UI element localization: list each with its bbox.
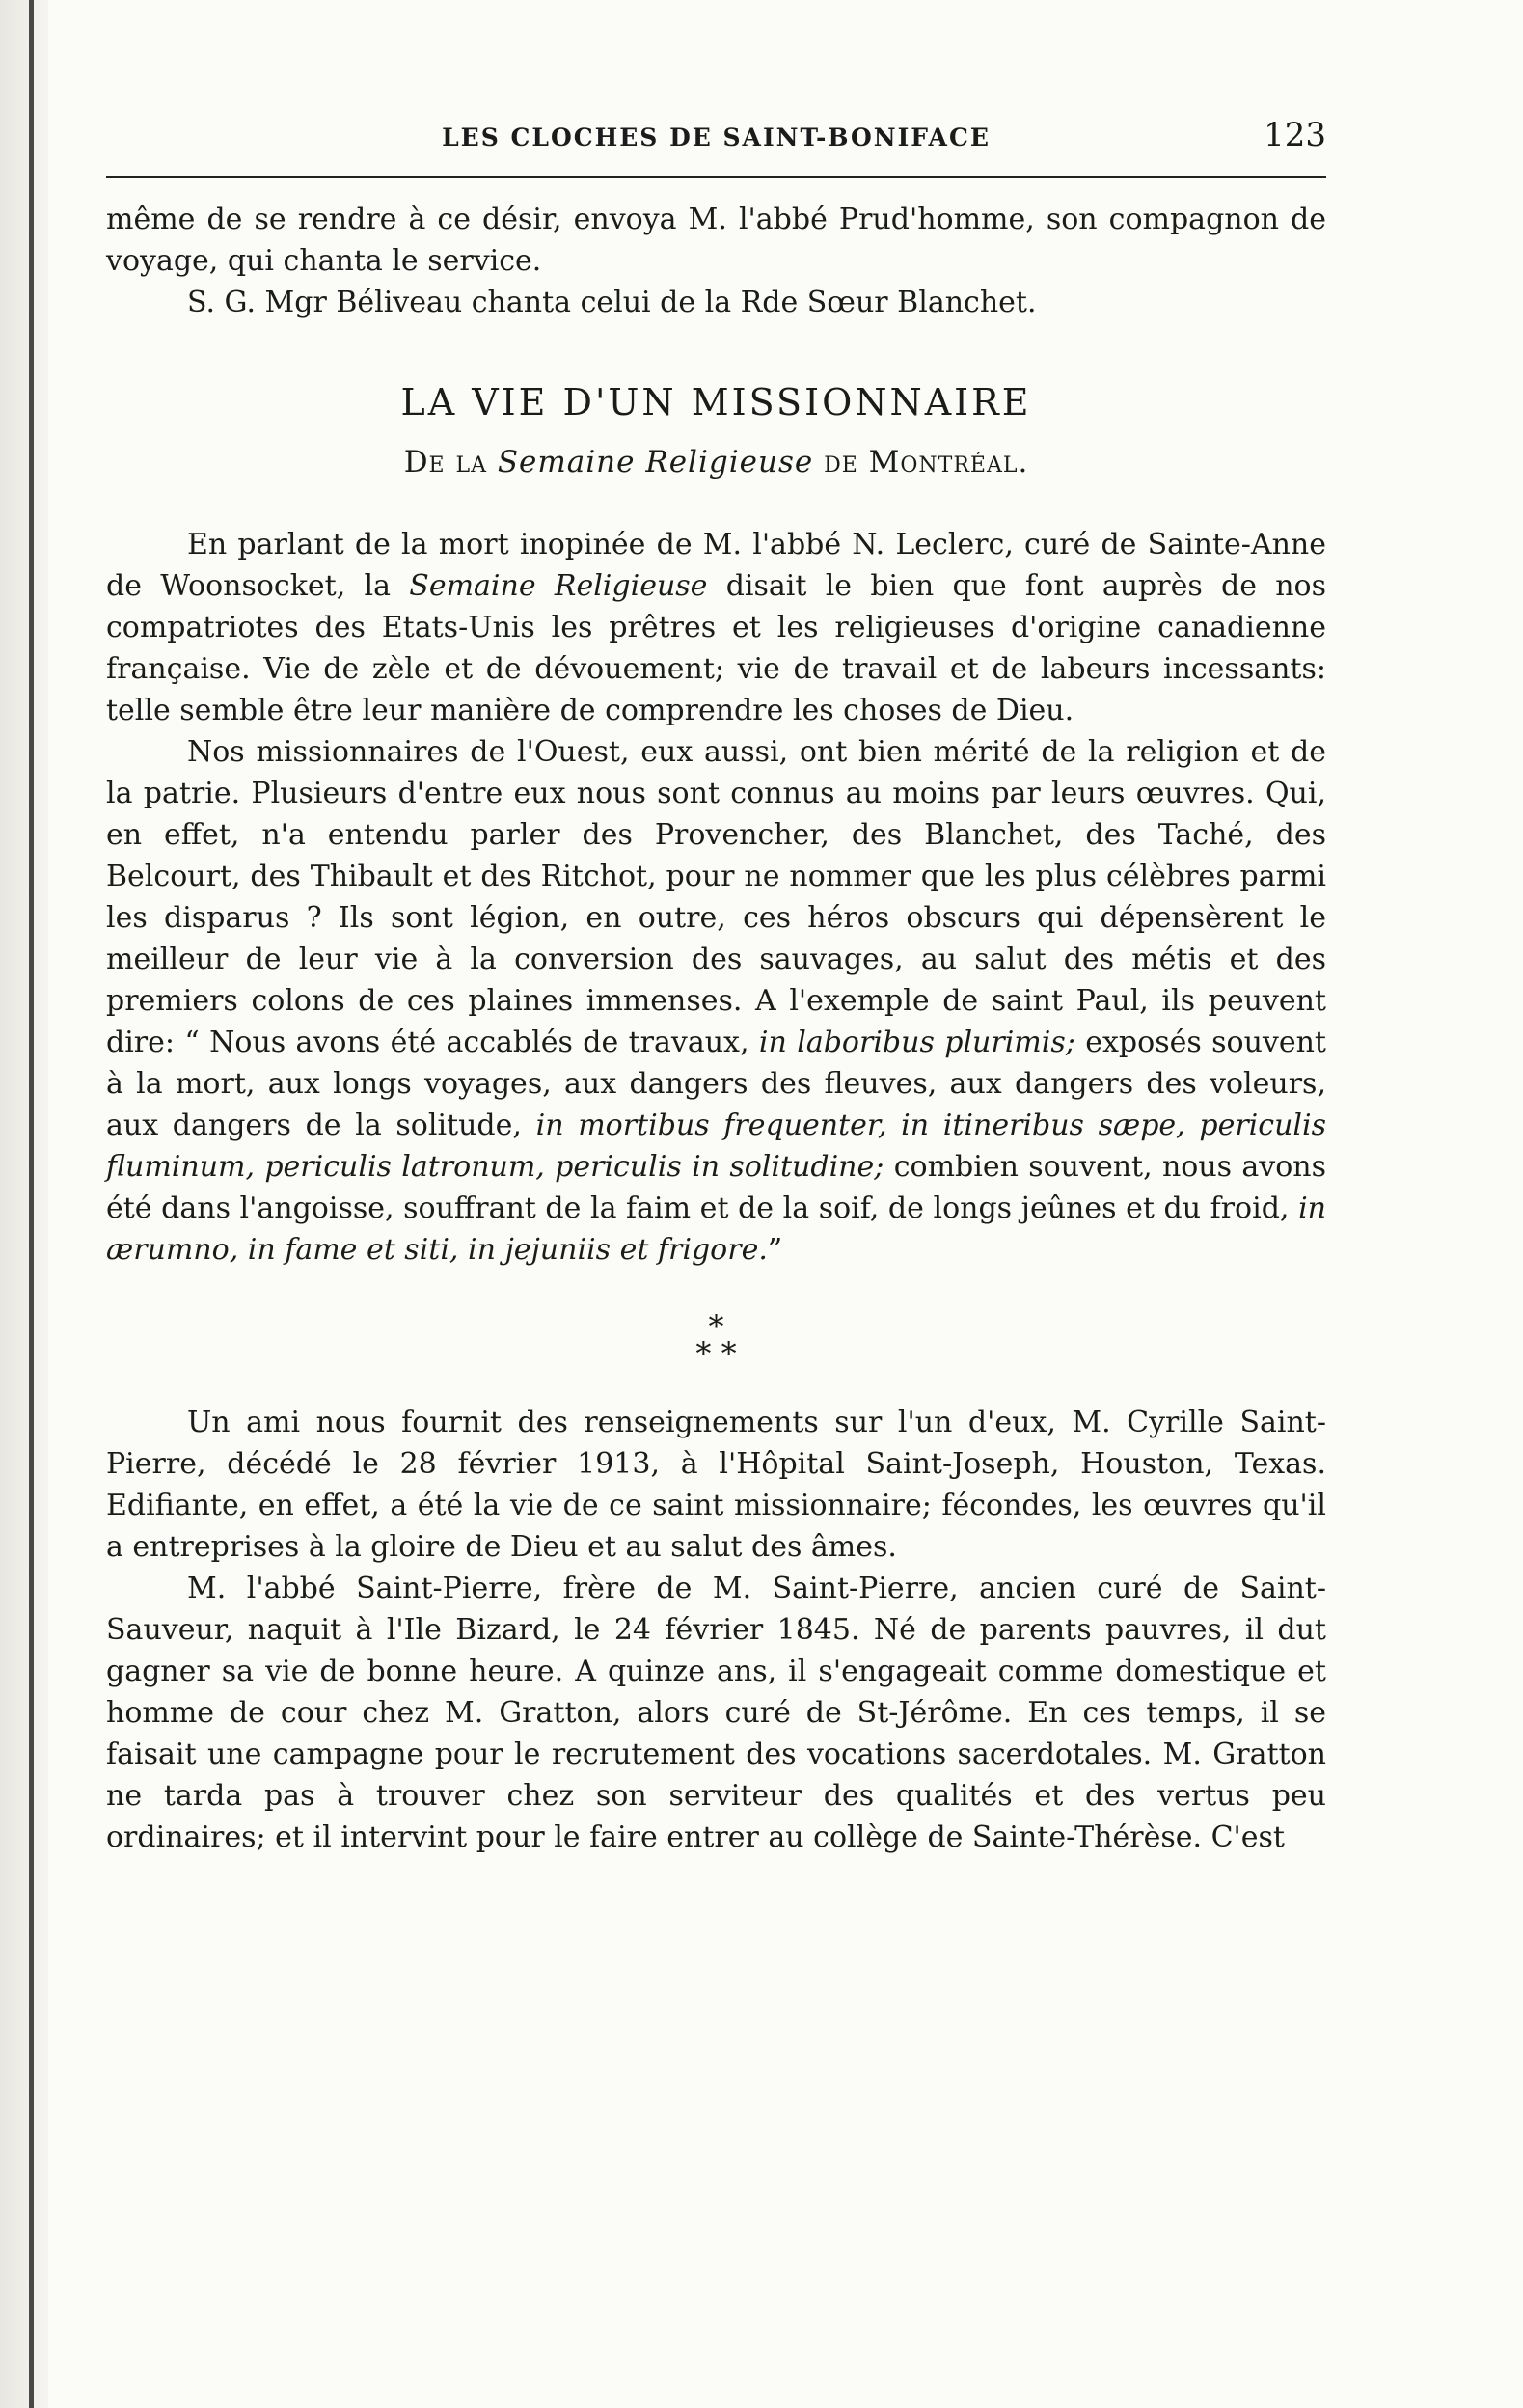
asterism-bottom: * * [695, 1335, 737, 1372]
article-title: LA VIE D'UN MISSIONNAIRE [400, 381, 1032, 424]
intro-paragraph: même de se rendre à ce désir, envoya M. l'abbé Prud'homme, son compagnon de voyage, qui chanta le service. [106, 203, 1326, 278]
para1-publication: Semaine Religieuse [409, 569, 708, 603]
source-de-2: de [824, 445, 858, 479]
para1-before: En parlant de la mort inopinée de M. l'abbé N. Leclerc, curé de Sainte-Anne de Woonsocket, la [106, 528, 1326, 603]
article-source [106, 445, 1326, 479]
intro-paragraph-2: S. G. Mgr Béliveau chanta celui de la Rde Sœur Blanchet. [187, 286, 1037, 319]
para2-text-3: combien souvent, nous avons été dans l'angoisse, souffrant de la faim et de la soif, de longs jeûnes et du froid, [106, 1150, 1326, 1225]
para2-text-2: exposés souvent à la mort, aux longs voyages, aux dangers des fleuves, aux dangers des voleurs, aux dangers de la solitude, [106, 1026, 1326, 1142]
binding-edge-line [29, 0, 34, 2408]
running-title: LES CLOCHES DE SAINT-BONIFACE [442, 123, 991, 151]
body-paragraph-3: Un ami nous fournit des renseignements sur l'un d'eux, M. Cyrille Saint-Pierre, décédé le 28 février 1913, à l'Hôpital Saint-Joseph, Houston, Texas. Edifiante, en effet, a été la vie de ce saint missionnaire; fécondes, les œuvres qu'il a entreprises à la gloire de Dieu et au salut des âmes. [106, 1406, 1326, 1564]
page-number: 123 [1264, 116, 1326, 154]
body-paragraph-2 [106, 731, 1326, 1271]
para2-latin-2: in mortibus frequenter, in itineribus sæpe, periculis fluminum, periculis latronum, periculis in solitudine; [106, 1108, 1326, 1184]
para2-text-4: ” [767, 1233, 783, 1267]
asterism [106, 1308, 1326, 1372]
body-paragraph-1 [106, 524, 1326, 731]
body-paragraph-4: M. l'abbé Saint-Pierre, frère de M. Saint-Pierre, ancien curé de Saint-Sauveur, naquit à l'Ile Bizard, le 24 février 1845. Né de parents pauvres, il dut gagner sa vie de bonne heure. A quinze ans, il s'engageait comme domestique et homme de cour chez M. Gratton, alors curé de St-Jérôme. En ces temps, il se faisait une campagne pour le recrutement des vocations sacerdotales. M. Gratton ne tarda pas à trouver chez son serviteur des qualités et des vertus peu ordinaires; et il intervint pour le faire entrer au collège de Sainte-Thérèse. C'est [106, 1572, 1326, 1854]
binding-gutter [0, 0, 48, 2408]
source-de: De la [403, 445, 487, 479]
header-rule [106, 176, 1326, 178]
asterism-top: * [708, 1308, 724, 1345]
para1-after: disait le bien que font auprès de nos compatriotes des Etats-Unis les prêtres et les religieuses d'origine canadienne française. Vie de zèle et de dévouement; vie de travail et de labeurs incessants: telle semble être leur manière de comprendre les choses de Dieu. [106, 569, 1327, 727]
running-head [106, 106, 1326, 164]
source-city: Montréal. [868, 445, 1029, 479]
para2-text-1: Nos missionnaires de l'Ouest, eux aussi, ont bien mérité de la religion et de la patrie. Plusieurs d'entre eux nous sont connus au moins par leurs œuvres. Qui, en effet, n'a entendu parler des Provencher, des Blanchet, des Taché, des Belcourt, des Thibault et des Ritchot, pour ne nommer que les plus célèbres parmi les disparus ? Ils sont légion, en outre, ces héros obscurs qui dépensèrent le meilleur de leur vie à la conversion des sauvages, au salut des métis et des premiers colons de ces plaines immenses. A l'exemple de saint Paul, ils peuvent dire: “ Nous avons été accablés de travaux, [106, 735, 1326, 1059]
para2-latin-1: in laboribus plurimis; [758, 1026, 1075, 1059]
page [106, 106, 1326, 1858]
source-publication: Semaine Religieuse [497, 445, 814, 479]
para2-latin-3: in ærumno, in fame et siti, in jejuniis et frigore. [106, 1191, 1326, 1267]
